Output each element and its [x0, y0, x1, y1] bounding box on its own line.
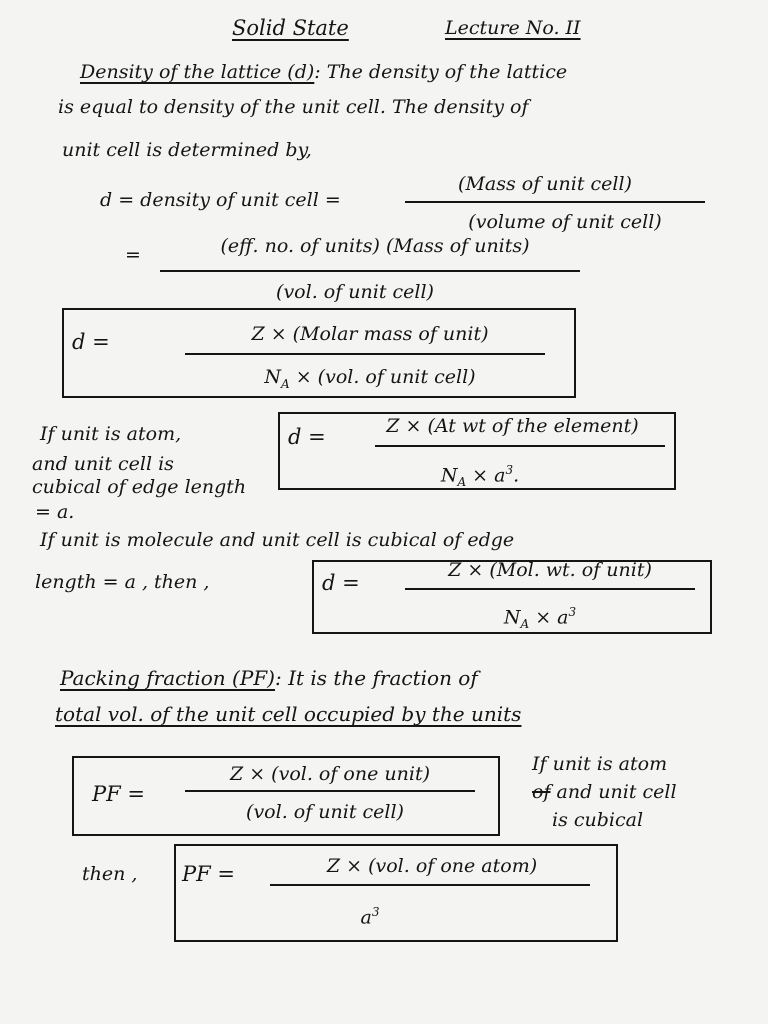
- page-title: Solid State: [232, 16, 349, 40]
- equation2-denominator: (vol. of unit cell): [276, 281, 434, 303]
- molecule-formula-fraction-bar: [405, 588, 695, 590]
- density-intro-line-1: [80, 60, 567, 84]
- packing-note-line-2: of and unit cell: [532, 781, 677, 803]
- density-intro-line-3: unit cell is determined by,: [62, 139, 312, 161]
- packing-formula-numerator: Z × (vol. of one unit): [229, 763, 430, 785]
- equation2-numerator: (eff. no. of units) (Mass of units): [220, 235, 530, 257]
- packing-note-line-3: is cubical: [552, 809, 644, 831]
- atom-formula-fraction-bar: [375, 445, 665, 447]
- packing-atom-formula-denominator: $a^3$: [360, 905, 380, 929]
- equation2-fraction-bar: [160, 270, 580, 272]
- atom-formula-lhs: d =: [288, 425, 326, 449]
- box1-fraction-bar: [185, 353, 545, 355]
- molecule-formula-denominator: $N_A \times a^3$: [503, 605, 577, 632]
- packing-colon-text: : It is the fraction of: [274, 666, 478, 690]
- packing-line-1: [60, 666, 478, 690]
- equation1-numerator: (Mass of unit cell): [458, 173, 632, 195]
- atom-case-line-4: = a.: [35, 501, 75, 523]
- packing-atom-formula-numerator: Z × (vol. of one atom): [326, 855, 538, 877]
- packing-atom-formula-fraction-bar: [270, 884, 590, 886]
- density-colon-text: : The density of the lattice: [314, 61, 568, 83]
- box1-numerator: Z × (Molar mass of unit): [251, 323, 489, 345]
- box1-denominator: $N_A \times (vol$. of unit cell): [264, 366, 476, 391]
- packing-formula-denominator: (vol. of unit cell): [246, 801, 404, 823]
- atom-case-line-2: and unit cell is: [32, 453, 174, 475]
- packing-note-line-1: If unit is atom: [532, 753, 668, 775]
- packing-formula-fraction-bar: [185, 790, 475, 792]
- equation1-denominator: (volume of unit cell): [468, 211, 662, 233]
- packing-atom-formula-lhs: PF =: [182, 862, 235, 886]
- atom-formula-numerator: Z × (At wt of the element): [386, 415, 639, 437]
- density-heading: Density of the lattice (d): [80, 61, 315, 83]
- molecule-case-line-2: length = a , then ,: [35, 571, 210, 593]
- atom-formula-denominator: $N_A \times a^3$.: [440, 463, 520, 490]
- lecture-number: Lecture No. II: [445, 17, 581, 39]
- box1-lhs: d =: [72, 330, 110, 354]
- atom-case-line-3: cubical of edge length: [32, 476, 247, 498]
- equation1-lhs: d = density of unit cell =: [100, 189, 341, 211]
- equation1-fraction-bar: [405, 201, 705, 203]
- packing-heading: Packing fraction (PF): [60, 666, 275, 690]
- packing-then-label: then ,: [82, 863, 138, 885]
- molecule-formula-numerator: Z × (Mol. wt. of unit): [448, 559, 652, 581]
- atom-case-line-1: If unit is atom,: [40, 423, 182, 445]
- equation2-equals: =: [125, 244, 141, 266]
- density-intro-line-2: is equal to density of the unit cell. The density of: [58, 96, 529, 118]
- packing-line-2: total vol. of the unit cell occupied by the units: [55, 702, 522, 726]
- molecule-formula-lhs: d =: [322, 571, 360, 595]
- packing-formula-lhs: PF =: [92, 782, 145, 806]
- molecule-case-line-1: If unit is molecule and unit cell is cubical of edge: [40, 529, 515, 551]
